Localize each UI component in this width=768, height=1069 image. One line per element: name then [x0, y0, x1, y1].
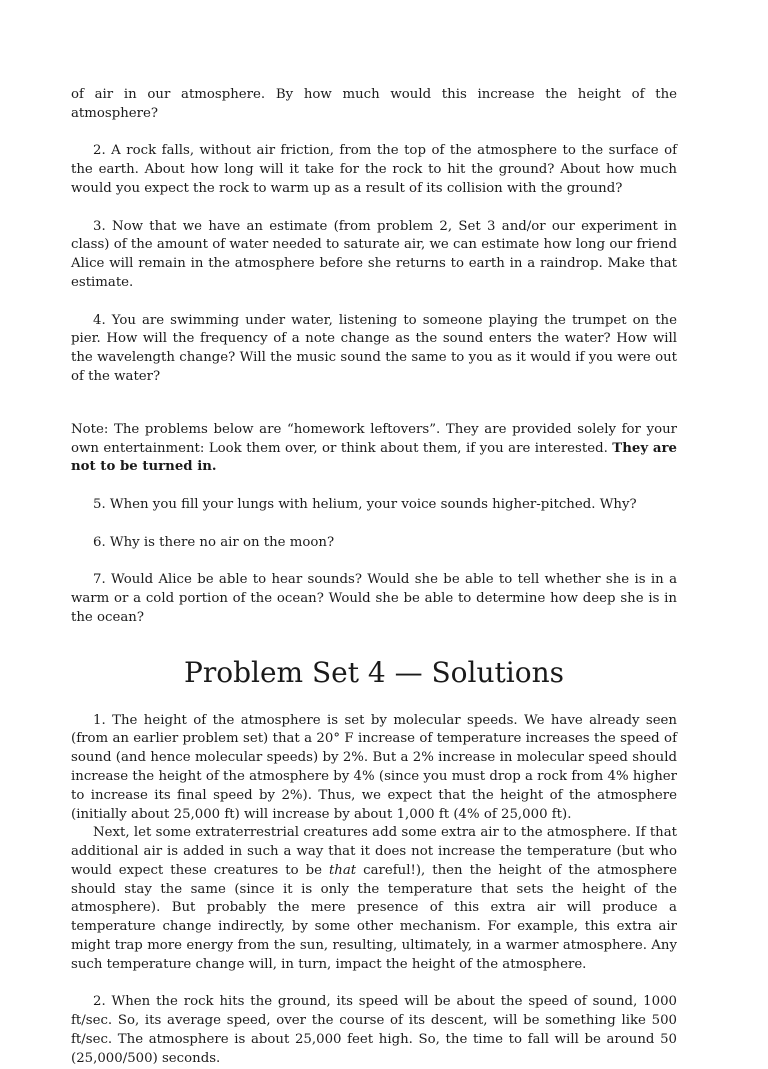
paragraph-problem-6: 6. Why is there no air on the moon? [93, 534, 335, 550]
paragraph-problem-7: 7. Would Alice be able to hear sounds? Would she be able to tell whether she is in a warm or a cold portion of the ocean? Would she be able to determine how deep she is in the ocean? [71, 572, 677, 625]
document-page [71, 86, 677, 1069]
solution-2: 2. When the rock hits the ground, its speed will be about the speed of sound, 1000 ft/sec. So, its average speed, over the course of its descent, will be something like 500 ft/sec. The atmosphere is about 25,000 feet high. So, the time to fall will be around 50 (25,000/500) seconds. [71, 994, 677, 1066]
paragraph-problem-5: 5. When you fill your lungs with helium, your voice sounds higher-pitched. Why? [93, 496, 637, 512]
solution-1b-post: careful!), then the height of the atmosphere should stay the same (since it is only the temperature that sets the height of the atmosphere). But probably the mere presence of this extra air will produce a temperature change indirectly, by some other mechanism. For example, this extra air might trap more energy from the sun, resulting, ultimately, in a warmer atmosphere. Any such temperature change will, in turn, impact the height of the atmosphere. [71, 862, 677, 972]
solution-1: 1. The height of the atmosphere is set by molecular speeds. We have already seen (from an earlier problem set) that a 20° F increase of temperature increases the speed of sound (and hence molecular speeds) by 2%. But a 2% increase in molecular speed should increase the height of the atmosphere by 4% (since you must drop a rock from 4% higher to increase its final speed by 2%). Thus, we expect that the height of the atmosphere (initially about 25,000 ft) will increase by about 1,000 ft (4% of 25,000 ft). [71, 712, 677, 822]
solution-1b-emphasis: that [328, 862, 357, 878]
paragraph-problem-3: 3. Now that we have an estimate (from problem 2, Set 3 and/or our experiment in class) of the amount of water needed to saturate air, we can estimate how long our friend Alice will remain in the atmosphere before she returns to earth in a raindrop. Make that estimate. [71, 218, 677, 290]
solution-1b-pre: Next, let some extraterrestrial creatures add some extra air to the atmosphere. If that additional air is added in such a way that it does not increase the temperature (but who would expect these creatures to be [71, 825, 677, 878]
section-title: Problem Set 4 — Solutions [184, 655, 564, 689]
note-text: Note: The problems below are “homework leftovers”. They are provided solely for your own entertainment: Look them over, or think about them, if you are interested. [71, 421, 677, 456]
paragraph-problem-4: 4. You are swimming under water, listening to someone playing the trumpet on the pier. How will the frequency of a note change as the sound enters the water? How will the wavelength change? Will the music sound the same to you as it would if you were out of the water? [71, 312, 677, 384]
paragraph-problem-2: 2. A rock falls, without air friction, from the top of the atmosphere to the surface of the earth. About how long will it take for the rock to hit the ground? About how much would you expect the rock to warm up as a result of its collision with the ground? [71, 143, 677, 196]
note-paragraph [71, 421, 677, 477]
note-bold: They are not to be turned in. [71, 440, 677, 475]
solution-1-continued [71, 824, 677, 974]
paragraph-problem-1-end: of air in our atmosphere. By how much would this increase the height of the atmosphere? [71, 87, 677, 121]
